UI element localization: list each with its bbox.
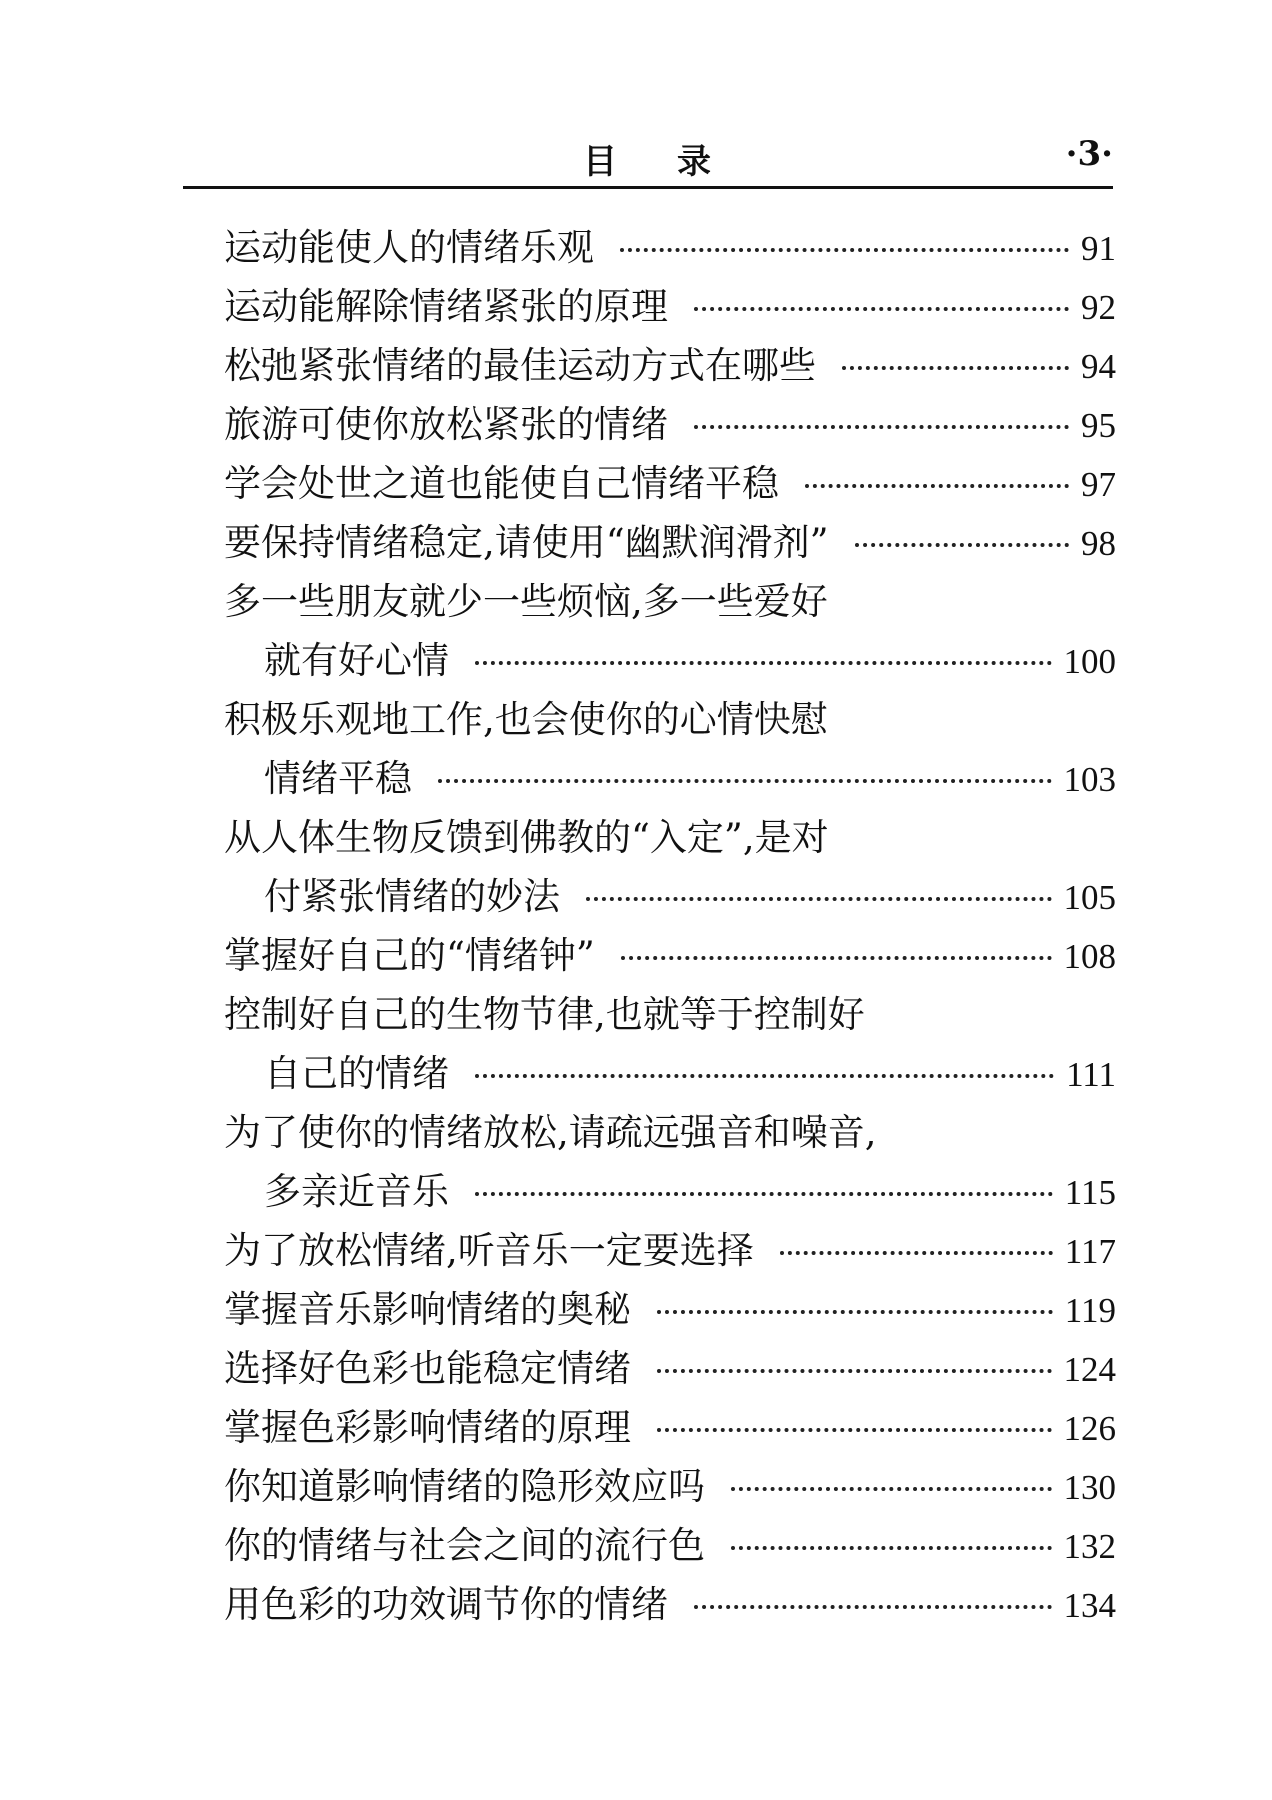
dot-leader bbox=[855, 543, 1069, 547]
toc-entry-title: 掌握色彩影响情绪的原理 bbox=[224, 1406, 631, 1449]
dot-leader bbox=[475, 1192, 1053, 1196]
toc-entry-title: 用色彩的功效调节你的情绪 bbox=[224, 1583, 668, 1626]
toc-entry bbox=[224, 1339, 1116, 1398]
dot-leader bbox=[842, 366, 1069, 370]
toc-page-number: 95 bbox=[1081, 406, 1116, 445]
toc-entry-line bbox=[224, 631, 1116, 690]
toc-entry-line bbox=[224, 1457, 1116, 1516]
dot-leader bbox=[475, 661, 1052, 665]
running-header bbox=[183, 128, 1113, 188]
dot-leader bbox=[475, 1074, 1054, 1078]
header-title: 目录 bbox=[583, 142, 771, 182]
toc-entry-title: 从人体生物反馈到佛教的“入定”,是对 bbox=[224, 816, 829, 859]
toc-entry bbox=[224, 218, 1116, 277]
toc-entry bbox=[224, 572, 1116, 690]
dot-leader bbox=[657, 1428, 1052, 1432]
toc-entry-title: 掌握好自己的“情绪钟” bbox=[224, 934, 595, 977]
toc-entry-title: 多一些朋友就少一些烦恼,多一些爱好 bbox=[224, 580, 828, 623]
toc-entry-line bbox=[224, 749, 1116, 808]
toc-entry-line bbox=[224, 513, 1116, 572]
toc-entry-line bbox=[224, 572, 1116, 631]
toc-entry-line bbox=[224, 218, 1116, 277]
toc-entry-title: 为了使你的情绪放松,请疏远强音和噪音, bbox=[224, 1111, 877, 1154]
dot-leader bbox=[657, 1369, 1052, 1373]
toc-entry-line bbox=[224, 1280, 1116, 1339]
toc-entry-line bbox=[224, 1575, 1116, 1634]
toc-page-number: 132 bbox=[1063, 1527, 1116, 1566]
dot-leader bbox=[694, 1605, 1052, 1609]
dot-leader bbox=[694, 425, 1069, 429]
toc-entry-line bbox=[224, 1398, 1116, 1457]
toc-entry-title: 多亲近音乐 bbox=[264, 1170, 449, 1213]
toc-entry-title: 松弛紧张情绪的最佳运动方式在哪些 bbox=[224, 344, 816, 387]
toc-page-number: 117 bbox=[1064, 1232, 1116, 1271]
toc-page-number: 98 bbox=[1081, 524, 1116, 563]
toc-entry-line bbox=[224, 985, 1116, 1044]
toc-entry-title: 为了放松情绪,听音乐一定要选择 bbox=[224, 1229, 754, 1272]
toc-entry bbox=[224, 1398, 1116, 1457]
toc-entry bbox=[224, 1103, 1116, 1221]
toc-entry-line bbox=[224, 1162, 1116, 1221]
toc-entry-title: 选择好色彩也能稳定情绪 bbox=[224, 1347, 631, 1390]
toc-entry-title: 运动能使人的情绪乐观 bbox=[224, 226, 594, 269]
dot-leader bbox=[620, 248, 1069, 252]
toc-entry bbox=[224, 336, 1116, 395]
toc-entry bbox=[224, 926, 1116, 985]
toc-entry-line bbox=[224, 867, 1116, 926]
toc-entry-line bbox=[224, 926, 1116, 985]
toc-entry bbox=[224, 454, 1116, 513]
toc-entry bbox=[224, 513, 1116, 572]
toc-entry-title: 控制好自己的生物节律,也就等于控制好 bbox=[224, 993, 865, 1036]
toc-page-number: 105 bbox=[1063, 878, 1116, 917]
toc-page-number: 92 bbox=[1081, 288, 1116, 327]
toc-page-number: 124 bbox=[1063, 1350, 1116, 1389]
toc-entry-title: 旅游可使你放松紧张的情绪 bbox=[224, 403, 668, 446]
toc-entry-title: 运动能解除情绪紧张的原理 bbox=[224, 285, 668, 328]
toc-entry bbox=[224, 1575, 1116, 1634]
dot-leader bbox=[586, 897, 1052, 901]
toc-page-number: 91 bbox=[1081, 229, 1116, 268]
toc-entry bbox=[224, 1280, 1116, 1339]
toc-entry-title: 你知道影响情绪的隐形效应吗 bbox=[224, 1465, 705, 1508]
toc-entry-title: 付紧张情绪的妙法 bbox=[264, 875, 560, 918]
toc-page-number: 103 bbox=[1063, 760, 1116, 799]
dot-leader bbox=[731, 1546, 1052, 1550]
toc-entry-line bbox=[224, 1044, 1116, 1103]
toc-entry bbox=[224, 1457, 1116, 1516]
toc-entry-line bbox=[224, 454, 1116, 513]
toc-entry-line bbox=[224, 808, 1116, 867]
dot-leader bbox=[780, 1251, 1053, 1255]
toc-entry bbox=[224, 277, 1116, 336]
toc-entry-title: 掌握音乐影响情绪的奥秘 bbox=[224, 1288, 631, 1331]
toc-entry-title: 学会处世之道也能使自己情绪平稳 bbox=[224, 462, 779, 505]
toc-entry bbox=[224, 690, 1116, 808]
dot-leader bbox=[438, 779, 1052, 783]
toc-page-number: 111 bbox=[1066, 1055, 1116, 1094]
toc-page-number: 126 bbox=[1063, 1409, 1116, 1448]
toc-entry-title: 自己的情绪 bbox=[264, 1052, 449, 1095]
toc-entry bbox=[224, 395, 1116, 454]
toc-page-number: 134 bbox=[1063, 1586, 1116, 1625]
toc-entry-line bbox=[224, 1516, 1116, 1575]
toc-entry bbox=[224, 808, 1116, 926]
toc-entry-title: 要保持情绪稳定,请使用“幽默润滑剂” bbox=[224, 521, 829, 564]
toc-entry-title: 积极乐观地工作,也会使你的心情快慰 bbox=[224, 698, 828, 741]
table-of-contents bbox=[224, 218, 1116, 1634]
toc-entry bbox=[224, 1221, 1116, 1280]
toc-entry-title: 情绪平稳 bbox=[264, 757, 412, 800]
toc-entry-line bbox=[224, 690, 1116, 749]
toc-page-number: 119 bbox=[1064, 1291, 1116, 1330]
toc-entry-line bbox=[224, 1339, 1116, 1398]
toc-entry-line bbox=[224, 277, 1116, 336]
dot-leader bbox=[657, 1310, 1053, 1314]
header-page-number: ·3· bbox=[1065, 134, 1113, 174]
toc-page-number: 108 bbox=[1063, 937, 1116, 976]
dot-leader bbox=[694, 307, 1069, 311]
toc-entry-title: 你的情绪与社会之间的流行色 bbox=[224, 1524, 705, 1567]
toc-page-number: 97 bbox=[1081, 465, 1116, 504]
dot-leader bbox=[621, 956, 1052, 960]
toc-entry-line bbox=[224, 395, 1116, 454]
header-rule bbox=[183, 186, 1113, 189]
toc-page-number: 130 bbox=[1063, 1468, 1116, 1507]
toc-entry-line bbox=[224, 1221, 1116, 1280]
toc-page-number: 100 bbox=[1063, 642, 1116, 681]
dot-leader bbox=[805, 484, 1069, 488]
dot-leader bbox=[731, 1487, 1052, 1491]
toc-entry-line bbox=[224, 1103, 1116, 1162]
toc-page-number: 115 bbox=[1064, 1173, 1116, 1212]
toc-entry bbox=[224, 985, 1116, 1103]
toc-entry bbox=[224, 1516, 1116, 1575]
toc-entry-line bbox=[224, 336, 1116, 395]
toc-entry-title: 就有好心情 bbox=[264, 639, 449, 682]
toc-page-number: 94 bbox=[1081, 347, 1116, 386]
